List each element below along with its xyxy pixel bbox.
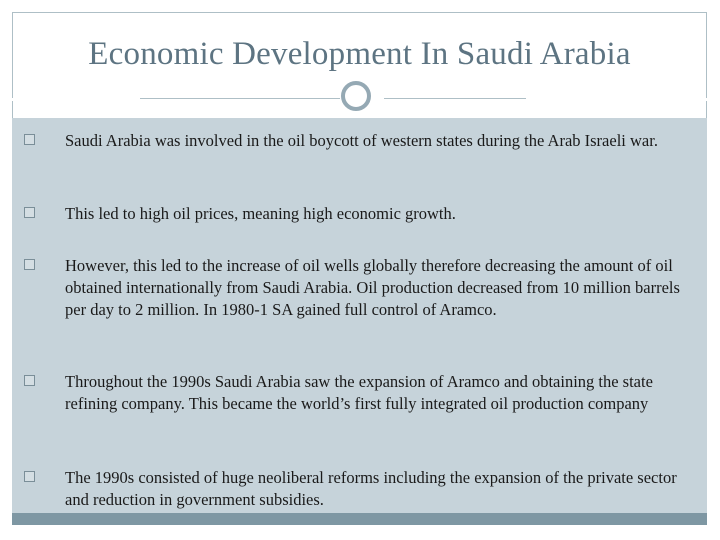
bullet-text: However, this led to the increase of oil wells globally therefore decreasing the amount of oil obtained internationally from Saudi Arabia. Oil production decreased from 10 million barrels per day to 2 million. In 1980-1 SA gained full control of Aramco.: [65, 256, 680, 319]
bullet-text: This led to high oil prices, meaning high economic growth.: [65, 204, 456, 223]
footer-bar: [12, 513, 707, 525]
bullet-item: [24, 130, 684, 152]
square-bullet-icon: [24, 207, 35, 218]
title-rule-left: [140, 98, 340, 99]
title-rule-right: [384, 98, 526, 99]
square-bullet-icon: [24, 471, 35, 482]
square-bullet-icon: [24, 259, 35, 270]
bullet-item: [24, 467, 684, 511]
circle-ornament-icon: [341, 81, 371, 111]
bullet-text: The 1990s consisted of huge neoliberal reforms including the expansion of the private sector and reduction in government subsidies.: [65, 468, 677, 509]
bullet-text: Saudi Arabia was involved in the oil boycott of western states during the Arab Israeli war.: [65, 131, 658, 150]
bullet-item: [24, 203, 684, 225]
square-bullet-icon: [24, 134, 35, 145]
square-bullet-icon: [24, 375, 35, 386]
slide-title: Economic Development In Saudi Arabia: [88, 36, 631, 72]
bullet-item: [24, 255, 684, 321]
bullet-text: Throughout the 1990s Saudi Arabia saw the expansion of Aramco and obtaining the state refining company. This became the world’s first fully integrated oil production company: [65, 372, 653, 413]
bullet-item: [24, 371, 684, 415]
